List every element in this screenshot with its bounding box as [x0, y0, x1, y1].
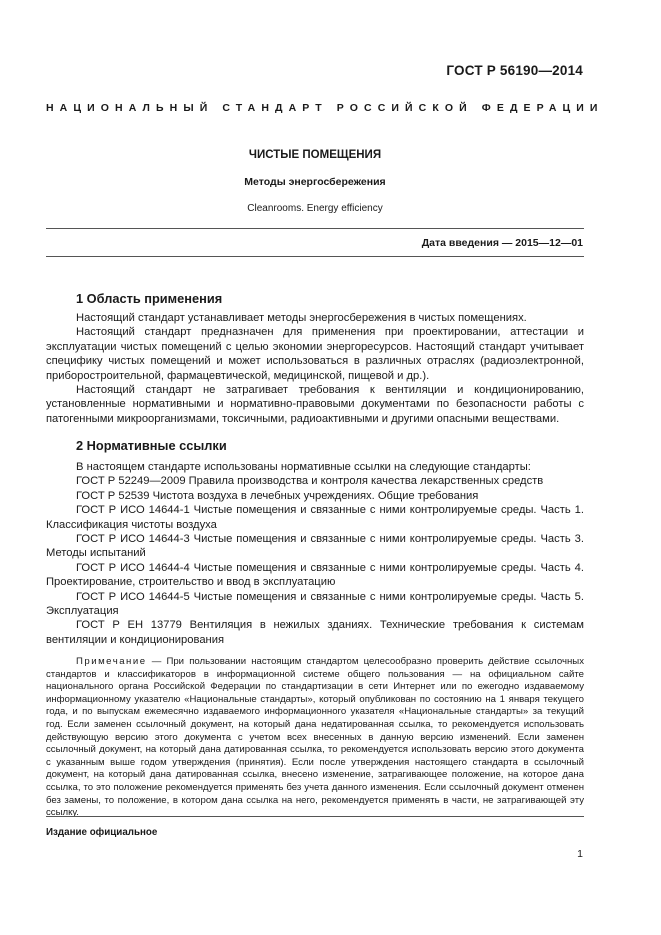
reference-item: ГОСТ Р 52249—2009 Правила производства и контроля качества лекарственных средств	[76, 475, 544, 488]
section-1-paragraph: Настоящий стандарт устанавливает методы энергосбережения в чистых помещениях.	[76, 312, 527, 324]
reference-item: ГОСТ Р 52539 Чистота воздуха в лечебных учреждениях. Общие требования	[76, 489, 479, 502]
note-block	[46, 656, 584, 820]
divider-date	[46, 256, 584, 257]
edition-label: Издание официальное	[46, 827, 158, 838]
section-2-body	[46, 460, 584, 647]
reference-item: ГОСТ Р ИСО 14644-1 Чистые помещения и связанные с ними контролируемые среды. Часть 1. Классификация чистоты воздуха	[46, 504, 584, 531]
note-text: — При пользовании настоящим стандартом целесообразно проверить действие ссылочных стандартов и классификаторов в информационной системе общего пользования — на официальном сайте национального органа Российской Федерации по стандартизации в сети Интернет или по ежегодно издаваемому информационному указателю «Национальные стандарты», который опубликован по состоянию на 1 января текущего года, и по выпускам ежемесячно издаваемого информационного указателя «Национальные стандарты» за текущий год. Если заменен ссылочный документ, на который дана недатированная ссылка, то рекомендуется использовать действующую версию этого документа с учетом всех внесенных в данную версию изменений. Если заменен ссылочный документ, на который дана датированная ссылка, то рекомендуется использовать версию этого документа с указанным выше годом утверждения (принятия). Если после утверждения настоящего стандарта в ссылочный документ, на который дана датированная ссылка, внесено изменение, затрагивающее положение, на которое дана ссылка, то это положение рекомендуется применять без учета данного изменения. Если ссылочный документ отменен без замены, то положение, в котором дана ссылка на него, рекомендуется применять в части, не затрагивающей эту ссылку.	[46, 656, 584, 819]
document-title: ЧИСТЫЕ ПОМЕЩЕНИЯ	[248, 149, 382, 161]
section-2-heading: 2 Нормативные ссылки	[76, 438, 227, 453]
effective-date: Дата введения — 2015—12—01	[421, 237, 583, 249]
document-subtitle: Методы энергосбережения	[244, 176, 386, 188]
national-standard-heading: НАЦИОНАЛЬНЫЙ СТАНДАРТ РОССИЙСКОЙ ФЕДЕРАЦИИ	[46, 102, 604, 114]
section-1-body	[46, 311, 584, 426]
section-1-heading: 1 Область применения	[76, 291, 223, 306]
section-1-paragraph: Настоящий стандарт не затрагивает требования к вентиляции и кондиционированию, установленные нормативными и нормативно-правовыми документами по безопасности работы с патогенными микроорганизмами, токсичными, радиоактивными и другими опасными веществами.	[46, 384, 584, 425]
document-code: ГОСТ Р 56190—2014	[446, 63, 583, 78]
reference-item: ГОСТ Р ИСО 14644-3 Чистые помещения и связанные с ними контролируемые среды. Часть 3. Методы испытаний	[46, 533, 584, 560]
reference-item: ГОСТ Р ЕН 13779 Вентиляция в нежилых зданиях. Технические требования к системам вентиляции и кондиционирования	[46, 619, 584, 646]
page-number: 1	[577, 848, 583, 860]
section-1-paragraph: Настоящий стандарт предназначен для применения при проектировании, аттестации и эксплуатации чистых помещений с целью экономии энергоресурсов. Настоящий стандарт учитывает специфику чистых помещений и может использоваться в различных отраслях (радиоэлектронной, приборостроительной, фармацевтической, медицинской, пищевой и др.).	[46, 326, 584, 382]
reference-item: ГОСТ Р ИСО 14644-5 Чистые помещения и связанные с ними контролируемые среды. Часть 5. Эксплуатация	[46, 590, 584, 618]
reference-item: ГОСТ Р ИСО 14644-4 Чистые помещения и связанные с ними контролируемые среды. Часть 4. Проектирование, строительство и ввод в эксплуатацию	[46, 561, 584, 589]
note-label: Примечание	[76, 656, 147, 667]
reference-intro: В настоящем стандарте использованы нормативные ссылки на следующие стандарты:	[76, 461, 531, 473]
english-title: Cleanrooms. Energy efficiency	[247, 203, 383, 214]
divider-top	[46, 228, 584, 229]
divider-footer	[46, 816, 584, 817]
